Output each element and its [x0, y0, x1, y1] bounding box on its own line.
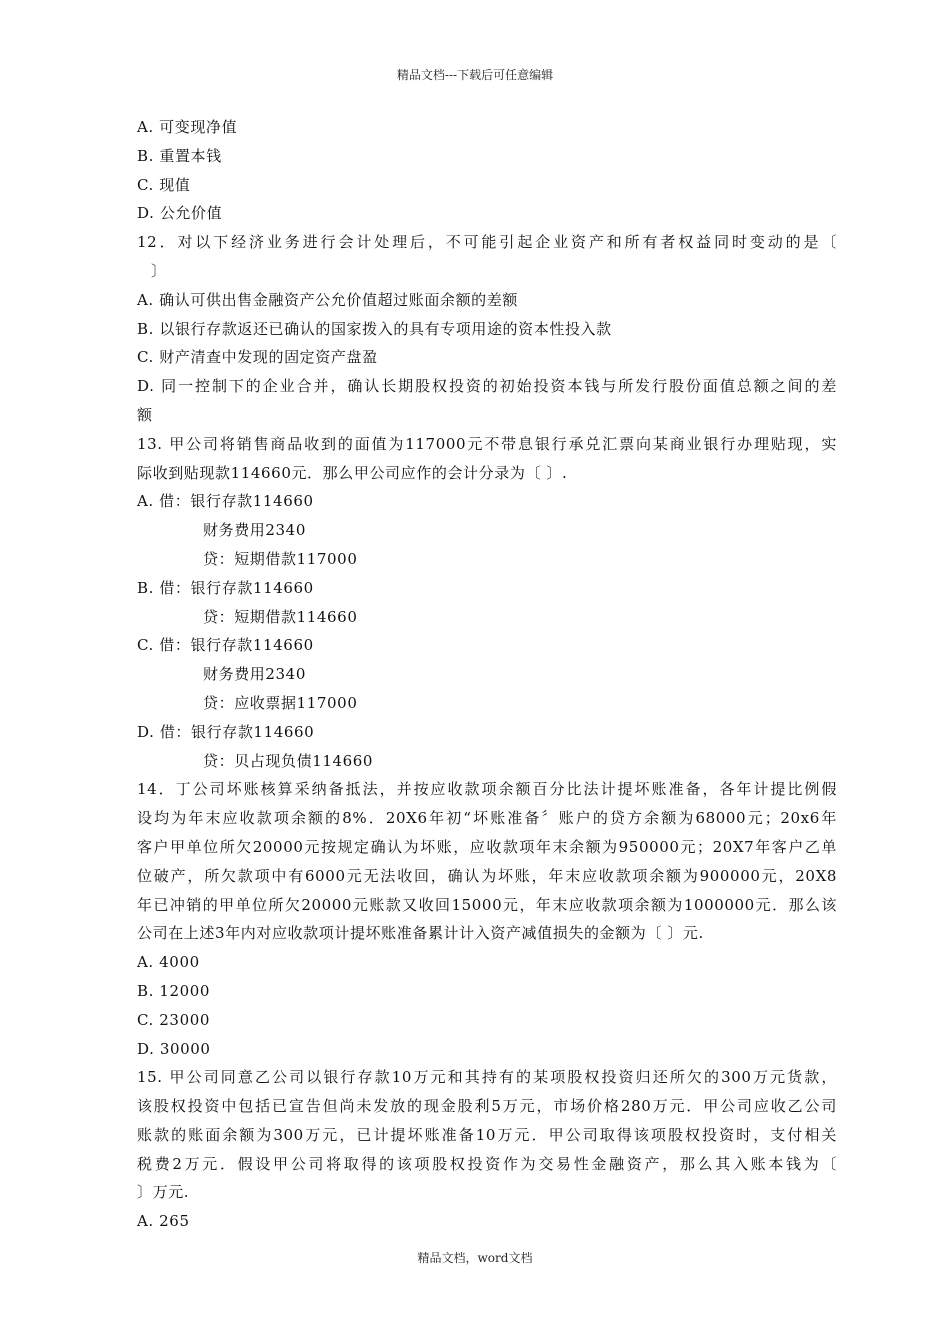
journal-entry-line: 财务费用2340: [203, 521, 306, 540]
option-c: C. 借：银行存款114660: [137, 636, 314, 655]
question-14-continued: 客户甲单位所欠20000元按规定确认为坏账，应收款项年末余额为950000元；20X7年客户乙单: [137, 837, 837, 856]
option-c: C. 23000: [137, 1010, 210, 1029]
journal-entry-line: 贷：应收票据117000: [203, 693, 358, 712]
question-15-continued: 该股权投资中包括已宣告但尚未发放的现金股利5万元，市场价格280万元．甲公司应收乙公司: [137, 1097, 837, 1116]
option-d: D. 借：银行存款114660: [137, 722, 315, 741]
option-b: B. 12000: [137, 981, 211, 1000]
question-14-continued: 年已冲销的甲单位所欠20000元账款又收回15000元，年末应收款项余额为1000000元．那么该: [137, 895, 837, 914]
question-13-continued: 际收到贴现款114660元．那么甲公司应作的会计分录为〔 〕.: [137, 463, 568, 482]
question-14-continued: 设均为年末应收款项余额的8%．20X6年初“坏账准备〞账户的贷方余额为68000元；20x6年: [137, 809, 837, 828]
question-13: 13. 甲公司将销售商品收到的面值为117000元不带息银行承兑汇票向某商业银行办理贴现，实: [137, 434, 837, 453]
journal-entry-line: 贷：短期借款117000: [203, 549, 358, 568]
option-a: A. 265: [137, 1212, 190, 1231]
question-14-continued: 位破产，所欠款项中有6000元无法收回，确认为坏账，年末应收款项余额为900000元，20X8: [137, 866, 837, 885]
document-body: [137, 113, 837, 1236]
question-14: 14．丁公司坏账核算采纳备抵法，并按应收款项余额百分比法计提坏账准备，各年计提比例假: [137, 780, 837, 799]
option-d: D. 同一控制下的企业合并，确认长期股权投资的初始投资本钱与所发行股份面值总额之间的差: [137, 377, 837, 396]
option-a: A. 借：银行存款114660: [137, 492, 314, 511]
option-b: B. 重置本钱: [137, 146, 222, 165]
option-c: C. 现值: [137, 175, 191, 194]
option-a: A. 可变现净值: [137, 118, 238, 136]
option-d-continued: 额: [137, 405, 153, 424]
journal-entry-line: 贷：短期借款114660: [203, 607, 358, 626]
option-d: D. 30000: [137, 1039, 211, 1058]
option-d: D. 公允价值: [137, 204, 223, 223]
page-footer: 精品文档，word文档: [417, 1251, 533, 1265]
option-b: B. 借：银行存款114660: [137, 578, 314, 597]
question-14-continued: 公司在上述3年内对应收款项计提坏账准备累计计入资产减值损失的金额为〔 〕元.: [137, 924, 704, 943]
option-c: C. 财产清查中发现的固定资产盘盈: [137, 348, 378, 367]
page-header: 精品文档---下载后可任意编辑: [396, 68, 554, 82]
question-12: 12．对以下经济业务进行会计处理后，不可能引起企业资产和所有者权益同时变动的是〔: [137, 233, 837, 252]
journal-entry-line: 财务费用2340: [203, 665, 306, 684]
option-a: A. 4000: [137, 953, 200, 972]
option-a: A. 确认可供出售金融资产公允价值超过账面余额的差额: [137, 290, 518, 309]
question-15: 15. 甲公司同意乙公司以银行存款10万元和其持有的某项股权投资归还所欠的300万元货款，: [137, 1068, 837, 1087]
question-12-continued: 〕: [151, 261, 167, 280]
question-15-continued: 税费2万元．假设甲公司将取得的该项股权投资作为交易性金融资产，那么其入账本钱为〔: [137, 1154, 837, 1173]
question-15-continued: 〕万元.: [137, 1183, 190, 1202]
question-15-continued: 账款的账面余额为300万元，已计提坏账准备10万元．甲公司取得该项股权投资时，支付相关: [137, 1125, 837, 1144]
option-b: B. 以银行存款返还已确认的国家拨入的具有专项用途的资本性投入款: [137, 319, 612, 338]
journal-entry-line: 贷：贝占现负债114660: [203, 751, 374, 770]
